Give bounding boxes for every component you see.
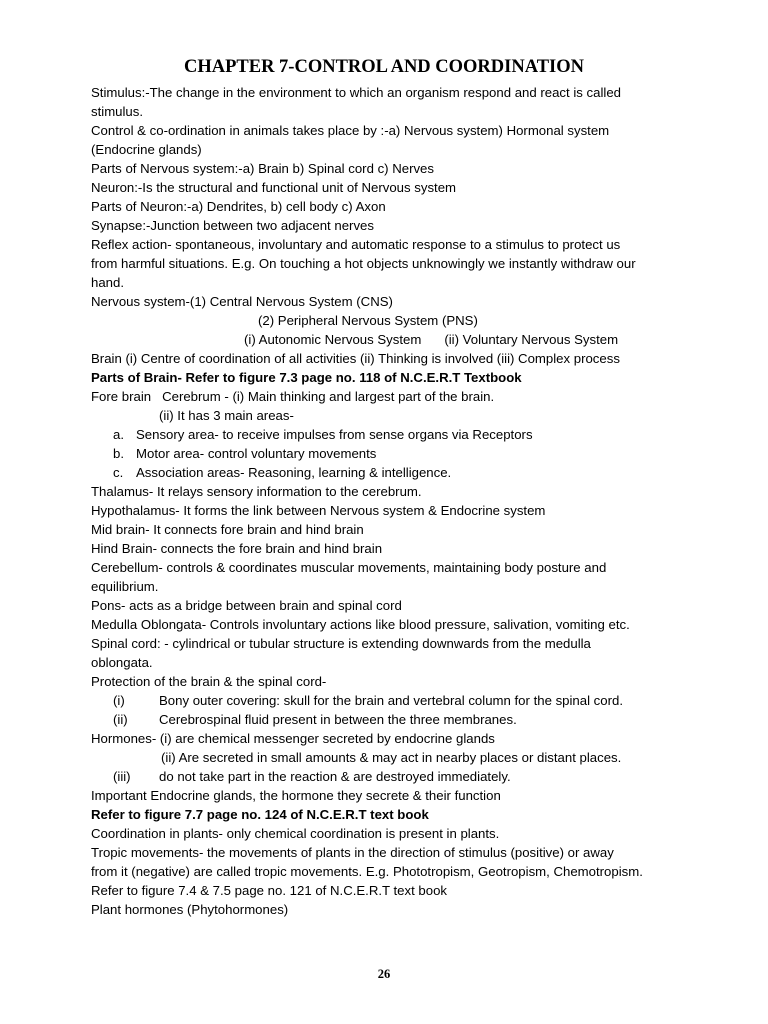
text-line: (2) Peripheral Nervous System (PNS): [258, 313, 478, 328]
text-line: Parts of Nervous system:-a) Brain b) Spinal cord c) Nerves: [91, 161, 434, 176]
list-item: [91, 444, 691, 463]
text-line: Hypothalamus- It forms the link between Nervous system & Endocrine system: [91, 503, 546, 518]
text-line: (ii) It has 3 main areas-: [159, 408, 294, 423]
text-line: Synapse:-Junction between two adjacent nerves: [91, 218, 374, 233]
text-fragment: (i) Autonomic Nervous System: [244, 332, 422, 347]
text-line: Tropic movements- the movements of plants in the direction of stimulus (positive) or away: [91, 845, 614, 860]
text-line: Spinal cord: - cylindrical or tubular structure is extending downwards from the medulla: [91, 636, 591, 651]
section-heading: Parts of Brain- Refer to figure 7.3 page no. 118 of N.C.E.R.T Textbook: [91, 370, 522, 385]
list-item-text: Bony outer covering: skull for the brain and vertebral column for the spinal cord.: [159, 693, 624, 708]
text-line: from it (negative) are called tropic movements. E.g. Phototropism, Geotropism, Chemotropism.: [91, 864, 643, 879]
list-item-text: Cerebrospinal fluid present in between the three membranes.: [159, 712, 517, 727]
text-line: Refer to figure 7.4 & 7.5 page no. 121 of N.C.E.R.T text book: [91, 883, 448, 898]
text-line: Pons- acts as a bridge between brain and spinal cord: [91, 598, 402, 613]
text-line: Nervous system-(1) Central Nervous System (CNS): [91, 294, 393, 309]
text-line: oblongata.: [91, 655, 153, 670]
text-line: Reflex action- spontaneous, involuntary and automatic response to a stimulus to protect us: [91, 237, 621, 252]
list-marker: c.: [113, 465, 124, 480]
text-line: Neuron:-Is the structural and functional unit of Nervous system: [91, 180, 457, 195]
page-title: CHAPTER 7-CONTROL AND COORDINATION: [183, 57, 584, 77]
text-line: Hind Brain- connects the fore brain and hind brain: [91, 541, 383, 556]
list-item-text: Motor area- control voluntary movements: [136, 446, 377, 461]
list-item: [91, 463, 691, 482]
text-line: Control & co-ordination in animals takes place by :-a) Nervous system) Hormonal system: [91, 123, 610, 138]
text-line: Protection of the brain & the spinal cord-: [91, 674, 327, 689]
text-line: Cerebellum- controls & coordinates muscular movements, maintaining body posture and: [91, 560, 607, 575]
list-marker: (ii): [113, 712, 128, 727]
list-item-text: Association areas- Reasoning, learning & intelligence.: [136, 465, 452, 480]
text-line: equilibrium.: [91, 579, 159, 594]
section-heading: Refer to figure 7.7 page no. 124 of N.C.E.R.T text book: [91, 807, 429, 822]
text-line: Medulla Oblongata- Controls involuntary actions like blood pressure, salivation, vomiting etc.: [91, 617, 630, 632]
list-marker: (i): [113, 693, 125, 708]
text-line: Parts of Neuron:-a) Dendrites, b) cell body c) Axon: [91, 199, 386, 214]
text-line: Fore brain Cerebrum - (i) Main thinking and largest part of the brain.: [91, 389, 495, 404]
text-line: (ii) Are secreted in small amounts & may act in nearby places or distant places.: [161, 750, 622, 765]
list-marker: b.: [113, 446, 124, 461]
list-item-text: Sensory area- to receive impulses from sense organs via Receptors: [136, 427, 533, 442]
document-body: [91, 83, 691, 919]
text-line: [91, 330, 691, 349]
list-item: [91, 425, 691, 444]
text-line: Stimulus:-The change in the environment to which an organism respond and react is called: [91, 85, 621, 100]
text-line: from harmful situations. E.g. On touching a hot objects unknowingly we instantly withdraw our: [91, 256, 636, 271]
text-line: Important Endocrine glands, the hormone they secrete & their function: [91, 788, 501, 803]
text-line: hand.: [91, 275, 125, 290]
list-item: [91, 710, 691, 729]
page-number: 26: [377, 967, 391, 981]
list-marker: a.: [113, 427, 124, 442]
list-item: [91, 691, 691, 710]
list-item: [91, 767, 691, 786]
text-line: Mid brain- It connects fore brain and hind brain: [91, 522, 364, 537]
text-fragment: (ii) Voluntary Nervous System: [444, 332, 619, 347]
text-line: Thalamus- It relays sensory information to the cerebrum.: [91, 484, 422, 499]
list-marker: (iii): [113, 769, 131, 784]
text-line: stimulus.: [91, 104, 144, 119]
text-line: Hormones- (i) are chemical messenger secreted by endocrine glands: [91, 731, 495, 746]
text-line: (Endocrine glands): [91, 142, 202, 157]
text-line: Plant hormones (Phytohormones): [91, 902, 289, 917]
text-line: Brain (i) Centre of coordination of all activities (ii) Thinking is involved (iii) Complex process: [91, 351, 620, 366]
text-line: Coordination in plants- only chemical coordination is present in plants.: [91, 826, 500, 841]
list-item-text: do not take part in the reaction & are destroyed immediately.: [159, 769, 511, 784]
